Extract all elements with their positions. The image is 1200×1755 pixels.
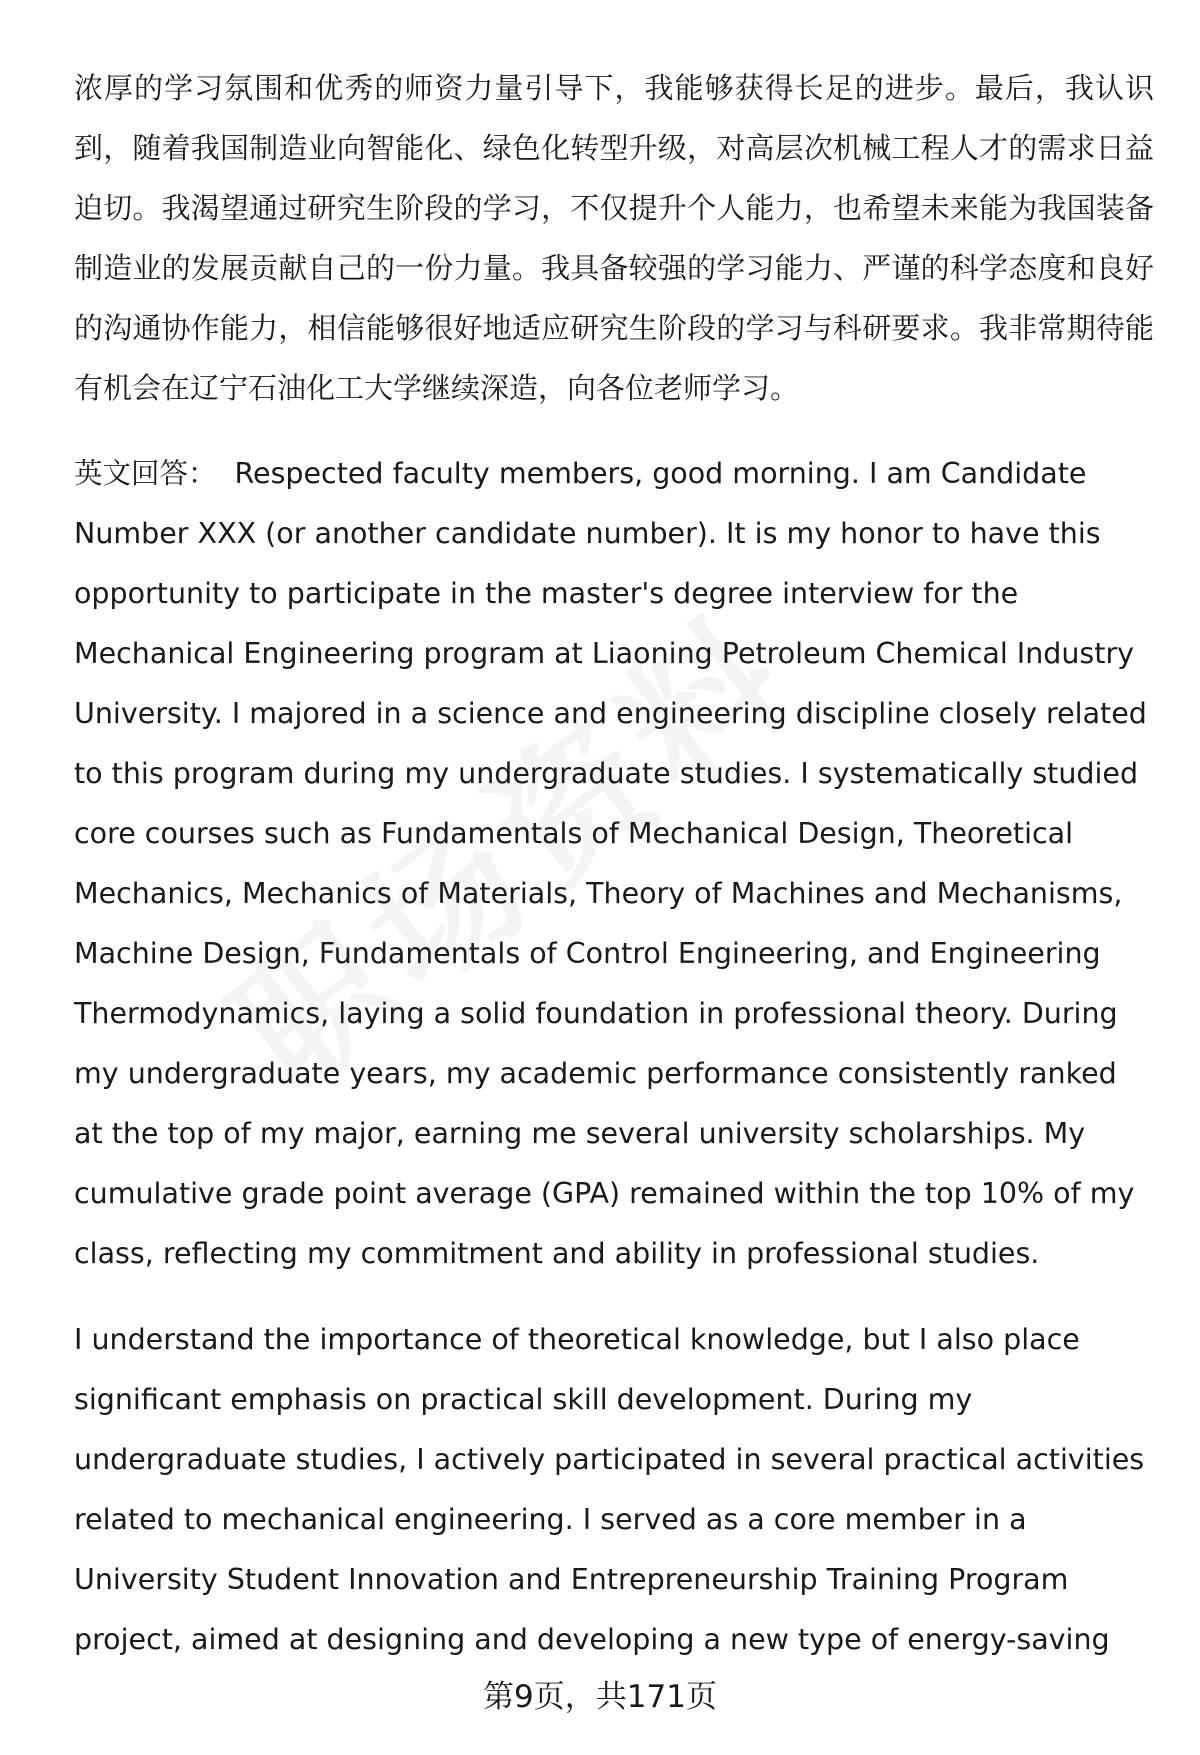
english-answer-text: Respected faculty members, good morning. I am Candidate Number XXX (or another candidate number). It is my honor to have this opportunity to participate in the master's degree interview for the Mechanical Engineering program at Liaoning Petroleum Chemical Industry University. I majored in a science and engineering discipline closely related to this program during my undergraduate studies. I systematically studied core courses such as Fundamentals of Mechanical Design, Theoretical Mechanics, Mechanics of Materials, Theory of Machines and Mechanisms, Machine Design, Fundamentals of Control Engineering, and Engineering Thermodynamics, laying a solid foundation in professional theory. During my undergraduate years, my academic performance consistently ranked at the top of my major, earning me several university scholarships. My cumulative grade point average (GPA) remained within the top 10% of my class, reflecting my commitment and ability in professional studies. xyxy=(74,457,1147,1270)
paragraph-english-answer xyxy=(74,444,1154,1284)
page-number-footer: 第9页，共171页 xyxy=(483,1679,717,1715)
english-answer-label: 英文回答： xyxy=(74,457,217,490)
document-body xyxy=(74,58,1154,1670)
paragraph-practical-skills: I understand the importance of theoretical knowledge, but I also place significant emphasis on practical skill development. During my undergraduate studies, I actively participated in several practical activities related to mechanical engineering. I served as a core member in a University Student Innovation and Entrepreneurship Training Program project, aimed at designing and developing a new type of energy-saving xyxy=(74,1323,1145,1656)
paragraph-chinese-answer: 浓厚的学习氛围和优秀的师资力量引导下，我能够获得长足的进步。最后，我认识到，随着我国制造业向智能化、绿色化转型升级，对高层次机械工程人才的需求日益迫切。我渴望通过研究生阶段的学习，不仅提升个人能力，也希望未来能为我国装备制造业的发展贡献自己的一份力量。我具备较强的学习能力、严谨的科学态度和良好的沟通协作能力，相信能够很好地适应研究生阶段的学习与科研要求。我非常期待能有机会在辽宁石油化工大学继续深造，向各位老师学习。 xyxy=(74,71,1154,405)
